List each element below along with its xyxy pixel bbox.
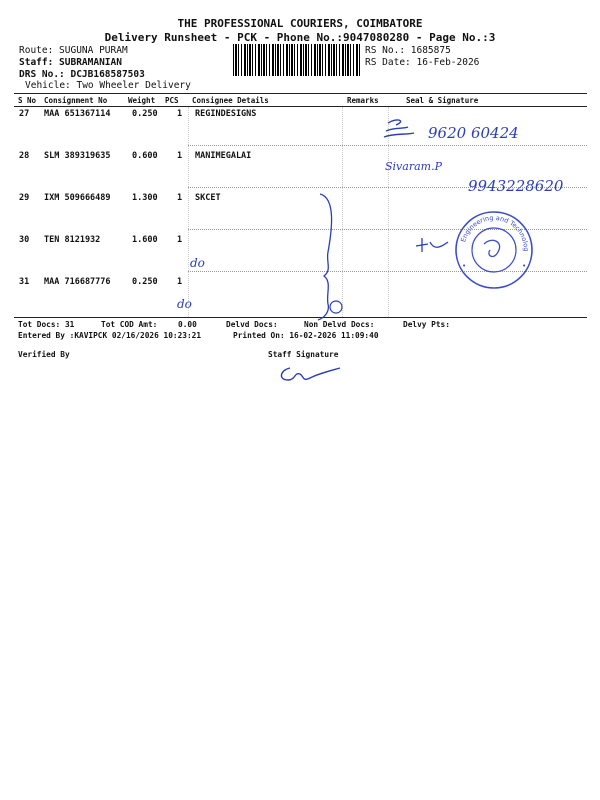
row-pcs: 1 [177,235,183,245]
row-weight: 1.300 [132,193,158,203]
vehicle-label: Vehicle: Two Wheeler Delivery [25,80,191,91]
column-divider [188,107,189,317]
row-sno: 28 [19,151,30,161]
total-cod-label: Tot COD Amt: [101,320,158,329]
handwritten-signature [414,234,454,258]
row-weight: 1.600 [132,235,158,245]
company-title: THE PROFESSIONAL COURIERS, COIMBATORE [177,17,423,30]
row-pcs: 1 [177,109,183,119]
col-seal: Seal & Signature [406,96,479,105]
barcode-image [233,44,361,76]
staff-signature-label: Staff Signature [268,350,339,359]
row-consignee: REGINDESIGNS [195,109,257,119]
entered-by: Entered By :KAVIPCK 02/16/2026 10:23:21 [18,331,202,340]
handwritten-phone-1: 9620 60424 [428,124,519,142]
col-consignee: Consignee Details [192,96,269,105]
delivery-points-label: Delvy Pts: [403,320,450,329]
verified-by-label: Verified By [18,350,70,359]
row-pcs: 1 [177,277,183,287]
staff-signature-scribble [276,362,346,386]
table-bottom-rule [14,317,587,318]
ditto-mark: do [190,256,205,270]
col-remarks: Remarks [347,96,379,105]
header-bottom-rule [14,106,587,107]
row-consignee: SKCET [195,193,221,203]
col-consignment: Consignment No [44,96,108,105]
row-sno: 31 [19,277,30,287]
handwritten-phone-2: 9943228620 [468,177,564,195]
row-consignment: IXM 509666489 [44,193,111,203]
handwritten-initial-mark [380,115,420,145]
header-top-rule [14,93,587,94]
row-sno: 30 [19,235,30,245]
row-weight: 0.250 [132,277,158,287]
col-pcs: PCS [165,96,179,105]
staff-label: Staff: SUBRAMANIAN [19,57,122,68]
rs-date: RS Date: 16-Feb-2026 [365,57,480,68]
rs-number: RS No.: 1685875 [365,45,451,56]
row-consignment: SLM 389319635 [44,151,111,161]
non-delivered-docs-label: Non Delvd Docs: [304,320,375,329]
row-divider [188,145,587,146]
col-weight: Weight [128,96,156,105]
route-label: Route: SUGUNA PURAM [19,45,128,56]
seal-text: Engineering and Technology [450,202,531,252]
row-weight: 0.250 [132,109,158,119]
delivered-docs-label: Delvd Docs: [226,320,278,329]
col-sno: S No [18,96,37,105]
ditto-mark: do [177,297,192,311]
svg-text:•: • [462,262,467,270]
total-cod-amount: 0.00 [178,320,197,329]
printed-on: Printed On: 16-02-2026 11:09:40 [233,331,379,340]
drs-number: DRS No.: DCJB168587503 [19,69,145,80]
svg-text:Engineering and Technology [450,202,530,252]
row-consignment: MAA 716687776 [44,277,111,287]
svg-text:•: • [522,262,527,270]
row-consignee: MANIMEGALAI [195,151,252,161]
row-sno: 27 [19,109,30,119]
runsheet-title: Delivery Runsheet - PCK - Phone No.:9047080280 - Page No.:3 [104,31,496,44]
row-consignment: TEN 8121932 [44,235,101,245]
row-consignment: MAA 651367114 [44,109,111,119]
row-pcs: 1 [177,151,183,161]
handwritten-receiver-name: Sivaram.P [385,160,442,173]
handwritten-bracket [312,190,352,320]
total-docs: Tot Docs: 31 [18,320,75,329]
college-seal-stamp [450,202,536,292]
row-sno: 29 [19,193,30,203]
row-pcs: 1 [177,193,183,203]
row-weight: 0.600 [132,151,158,161]
